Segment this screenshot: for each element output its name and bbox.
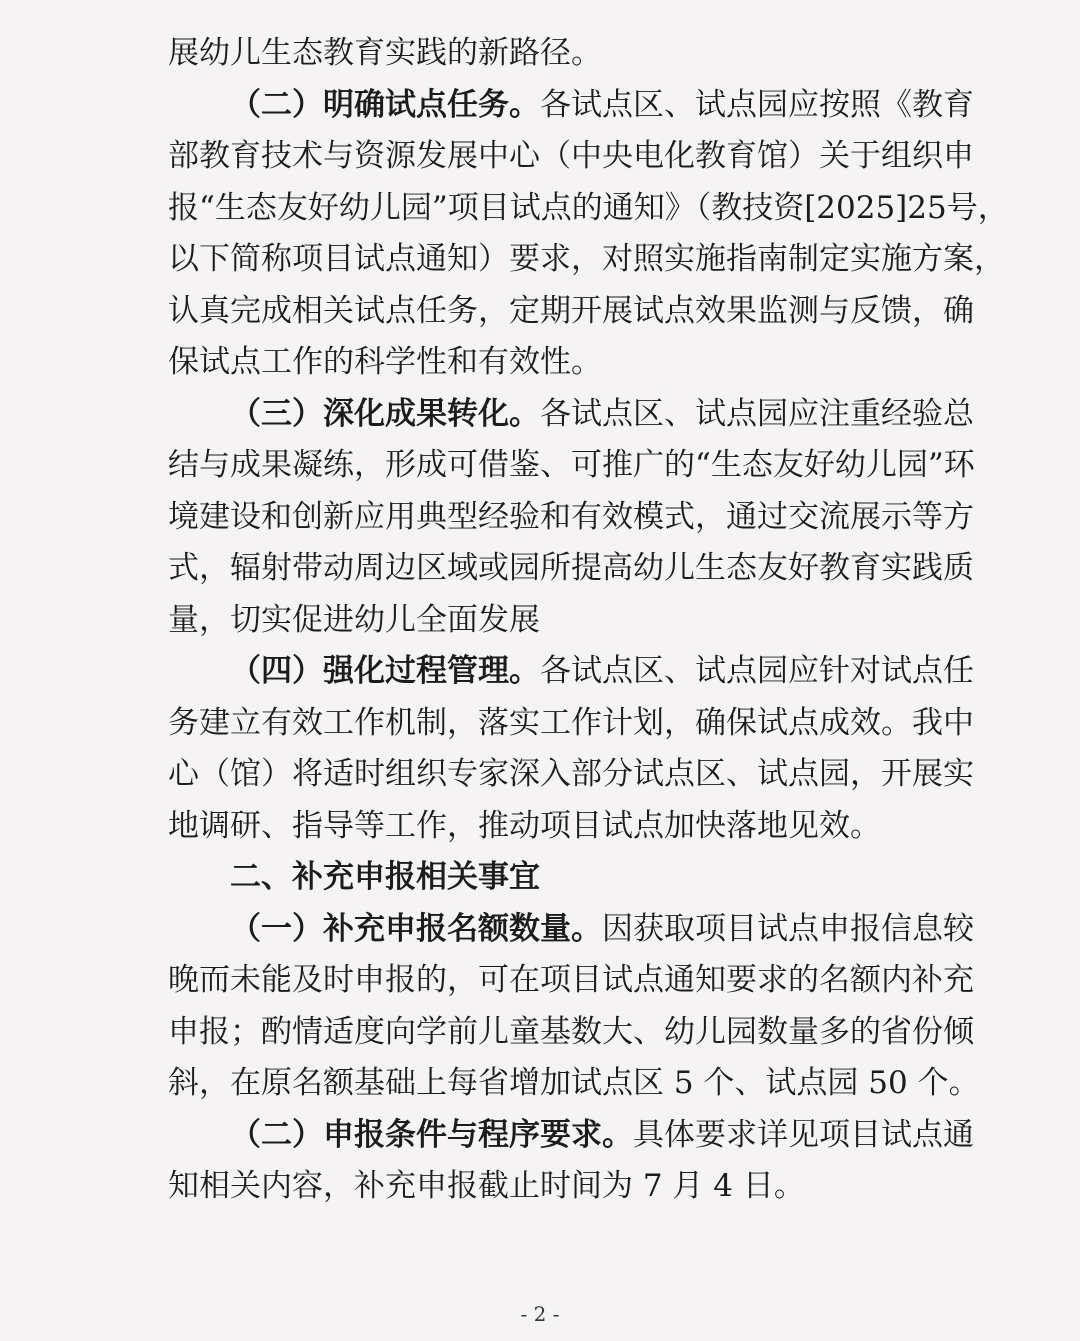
subsection-heading: （二）明确试点任务。 [230, 86, 540, 123]
paragraph-line: 以下简称项目试点通知）要求，对照实施指南制定实施方案， [168, 241, 1005, 277]
paragraph-line: 务建立有效工作机制，落实工作计划，确保试点成效。我中 [168, 704, 974, 741]
paragraph-first-line [168, 1110, 974, 1162]
paragraph-line: 知相关内容，补充申报截止时间为 7 月 4 日。 [168, 1168, 805, 1204]
paragraph-line: 申报；酌情适度向学前儿童基数大、幼儿园数量多的省份倾 [168, 1013, 974, 1050]
paragraph-line: 地调研、指导等工作，推动项目试点加快落地见效。 [168, 807, 881, 844]
paragraph-line: 报“生态友好幼儿园”项目试点的通知》（教技资[2025]25号， [168, 189, 1009, 226]
paragraph-first-line [168, 646, 974, 698]
paragraph-text: 因获取项目试点申报信息较 [602, 910, 974, 947]
paragraph-first-line [168, 80, 974, 132]
section-heading: 二、补充申报相关事宜 [230, 859, 540, 895]
paragraph-line: 展幼儿生态教育实践的新路径。 [168, 35, 602, 71]
paragraph-line: 结与成果凝练，形成可借鉴、可推广的“生态友好幼儿园”环 [168, 447, 975, 483]
paragraph-text: 各试点区、试点园应按照《教育 [540, 86, 974, 123]
paragraph-text: 具体要求详见项目试点通 [633, 1116, 974, 1153]
page-number: - 2 - [520, 1302, 560, 1326]
paragraph-text: 各试点区、试点园应注重经验总 [540, 395, 974, 432]
document-body [168, 28, 1009, 1213]
subsection-heading: （二）申报条件与程序要求。 [230, 1116, 633, 1153]
paragraph-line: 部教育技术与资源发展中心（中央电化教育馆）关于组织申 [168, 138, 974, 174]
paragraph-line: 式，辐射带动周边区域或园所提高幼儿生态友好教育实践质 [168, 550, 974, 586]
paragraph-line: 保试点工作的科学性和有效性。 [168, 344, 602, 380]
paragraph-first-line [168, 904, 974, 956]
paragraph-line: 境建设和创新应用典型经验和有效模式，通过交流展示等方 [168, 498, 974, 535]
subsection-heading: （四）强化过程管理。 [230, 653, 540, 689]
paragraph-line: 量，切实促进幼儿全面发展 [168, 601, 540, 638]
paragraph-first-line [168, 389, 974, 441]
paragraph-line: 晚而未能及时申报的，可在项目试点通知要求的名额内补充 [168, 962, 974, 998]
subsection-heading: （三）深化成果转化。 [230, 395, 540, 432]
paragraph-line: 心（馆）将适时组织专家深入部分试点区、试点园，开展实 [168, 756, 974, 792]
paragraph-text: 各试点区、试点园应针对试点任 [540, 653, 974, 689]
paragraph-line: 认真完成相关试点任务，定期开展试点效果监测与反馈，确 [168, 292, 974, 329]
subsection-heading: （一）补充申报名额数量。 [230, 910, 602, 947]
paragraph-line: 斜，在原名额基础上每省增加试点区 5 个、试点园 50 个。 [168, 1065, 980, 1101]
